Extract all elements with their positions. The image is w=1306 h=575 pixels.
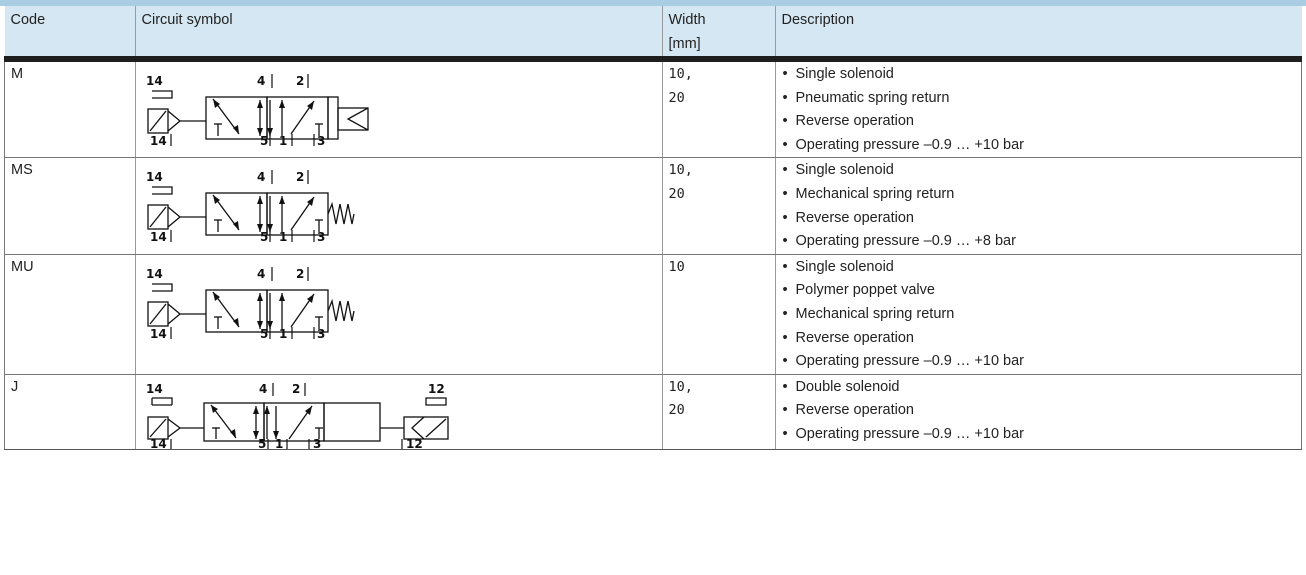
- row-description: [775, 158, 1302, 254]
- row-code: J: [5, 374, 136, 449]
- row-width: [662, 59, 775, 158]
- row-description: [775, 59, 1302, 158]
- circuit-symbol: [135, 59, 662, 158]
- description-item: • Double solenoid: [782, 376, 1296, 400]
- label-14-top: 14: [145, 381, 163, 396]
- label-port-3: 3: [316, 230, 325, 243]
- valve-code-table: [4, 6, 1302, 450]
- label-port-2: 2: [291, 381, 300, 396]
- label-14-top: 14: [145, 170, 163, 185]
- label-port-1: 1: [278, 326, 287, 339]
- description-item: • Operating pressure –0.9 … +10 bar: [782, 423, 1296, 447]
- width-value-2: 20: [668, 185, 685, 202]
- row-width: [662, 374, 775, 449]
- label-14-bottom: 14: [149, 230, 167, 243]
- label-port-3: 3: [312, 436, 321, 449]
- description-item: • Reverse operation: [782, 110, 1296, 134]
- label-12-top: 12: [427, 381, 445, 396]
- header-description: Description: [775, 6, 1302, 59]
- row-width: [662, 254, 775, 374]
- width-value-1: 10: [668, 258, 685, 275]
- circuit-symbol: [135, 158, 662, 254]
- table-row: [5, 254, 1302, 374]
- label-port-5: 5: [257, 436, 266, 449]
- table-row: [5, 59, 1302, 158]
- description-item: • Mechanical spring return: [782, 303, 1296, 327]
- label-14-top: 14: [145, 74, 163, 88]
- description-item: • Reverse operation: [782, 207, 1296, 231]
- width-value-1: 10,: [668, 378, 693, 395]
- header-width-label: Width: [668, 12, 706, 28]
- label-port-5: 5: [259, 230, 268, 243]
- row-description: [775, 374, 1302, 449]
- table-header-row: [5, 6, 1302, 59]
- label-port-1: 1: [274, 436, 283, 449]
- valve-symbol-single-pneumatic-return: [142, 68, 442, 146]
- label-14-bottom: 14: [149, 134, 167, 146]
- description-item: • Polymer poppet valve: [782, 279, 1296, 303]
- label-14-bottom: 14: [149, 436, 167, 449]
- valve-symbol-single-mechanical-return: [142, 164, 442, 242]
- description-item: • Mechanical spring return: [782, 183, 1296, 207]
- label-14-top: 14: [145, 266, 163, 281]
- label-port-4: 4: [256, 266, 265, 281]
- label-port-3: 3: [316, 326, 325, 339]
- label-port-3: 3: [316, 134, 325, 146]
- header-width-unit: [mm]: [668, 36, 701, 52]
- circuit-symbol: [135, 374, 662, 449]
- label-12-bottom: 12: [405, 436, 423, 449]
- width-value-2: 20: [668, 402, 685, 419]
- valve-symbol-poppet-mechanical-return: [142, 261, 442, 339]
- label-port-2: 2: [295, 74, 304, 88]
- label-14-bottom: 14: [149, 326, 167, 339]
- description-item: • Operating pressure –0.9 … +8 bar: [782, 230, 1296, 254]
- header-circuit-symbol: Circuit symbol: [135, 6, 662, 59]
- row-code: M: [5, 59, 136, 158]
- description-item: • Reverse operation: [782, 327, 1296, 351]
- label-port-5: 5: [259, 326, 268, 339]
- label-port-1: 1: [278, 230, 287, 243]
- table-row: [5, 158, 1302, 254]
- width-value-1: 10,: [668, 162, 693, 179]
- label-port-1: 1: [278, 134, 287, 146]
- label-port-4: 4: [258, 381, 267, 396]
- valve-symbol-double-solenoid: [142, 381, 552, 449]
- label-port-2: 2: [295, 266, 304, 281]
- label-port-2: 2: [295, 170, 304, 185]
- label-port-4: 4: [256, 74, 265, 88]
- description-item: • Single solenoid: [782, 63, 1296, 87]
- row-code: MU: [5, 254, 136, 374]
- header-code: Code: [5, 6, 136, 59]
- width-value-2: 20: [668, 89, 685, 106]
- label-port-4: 4: [256, 170, 265, 185]
- label-port-5: 5: [259, 134, 268, 146]
- description-item: • Pneumatic spring return: [782, 87, 1296, 111]
- description-item: • Operating pressure –0.9 … +10 bar: [782, 350, 1296, 374]
- description-item: • Reverse operation: [782, 399, 1296, 423]
- circuit-symbol: [135, 254, 662, 374]
- table-row: [5, 374, 1302, 449]
- header-width: [662, 6, 775, 59]
- description-item: • Operating pressure –0.9 … +10 bar: [782, 134, 1296, 158]
- row-code: MS: [5, 158, 136, 254]
- description-item: • Single solenoid: [782, 159, 1296, 183]
- width-value-1: 10,: [668, 66, 693, 82]
- row-width: [662, 158, 775, 254]
- row-description: [775, 254, 1302, 374]
- description-item: • Single solenoid: [782, 256, 1296, 280]
